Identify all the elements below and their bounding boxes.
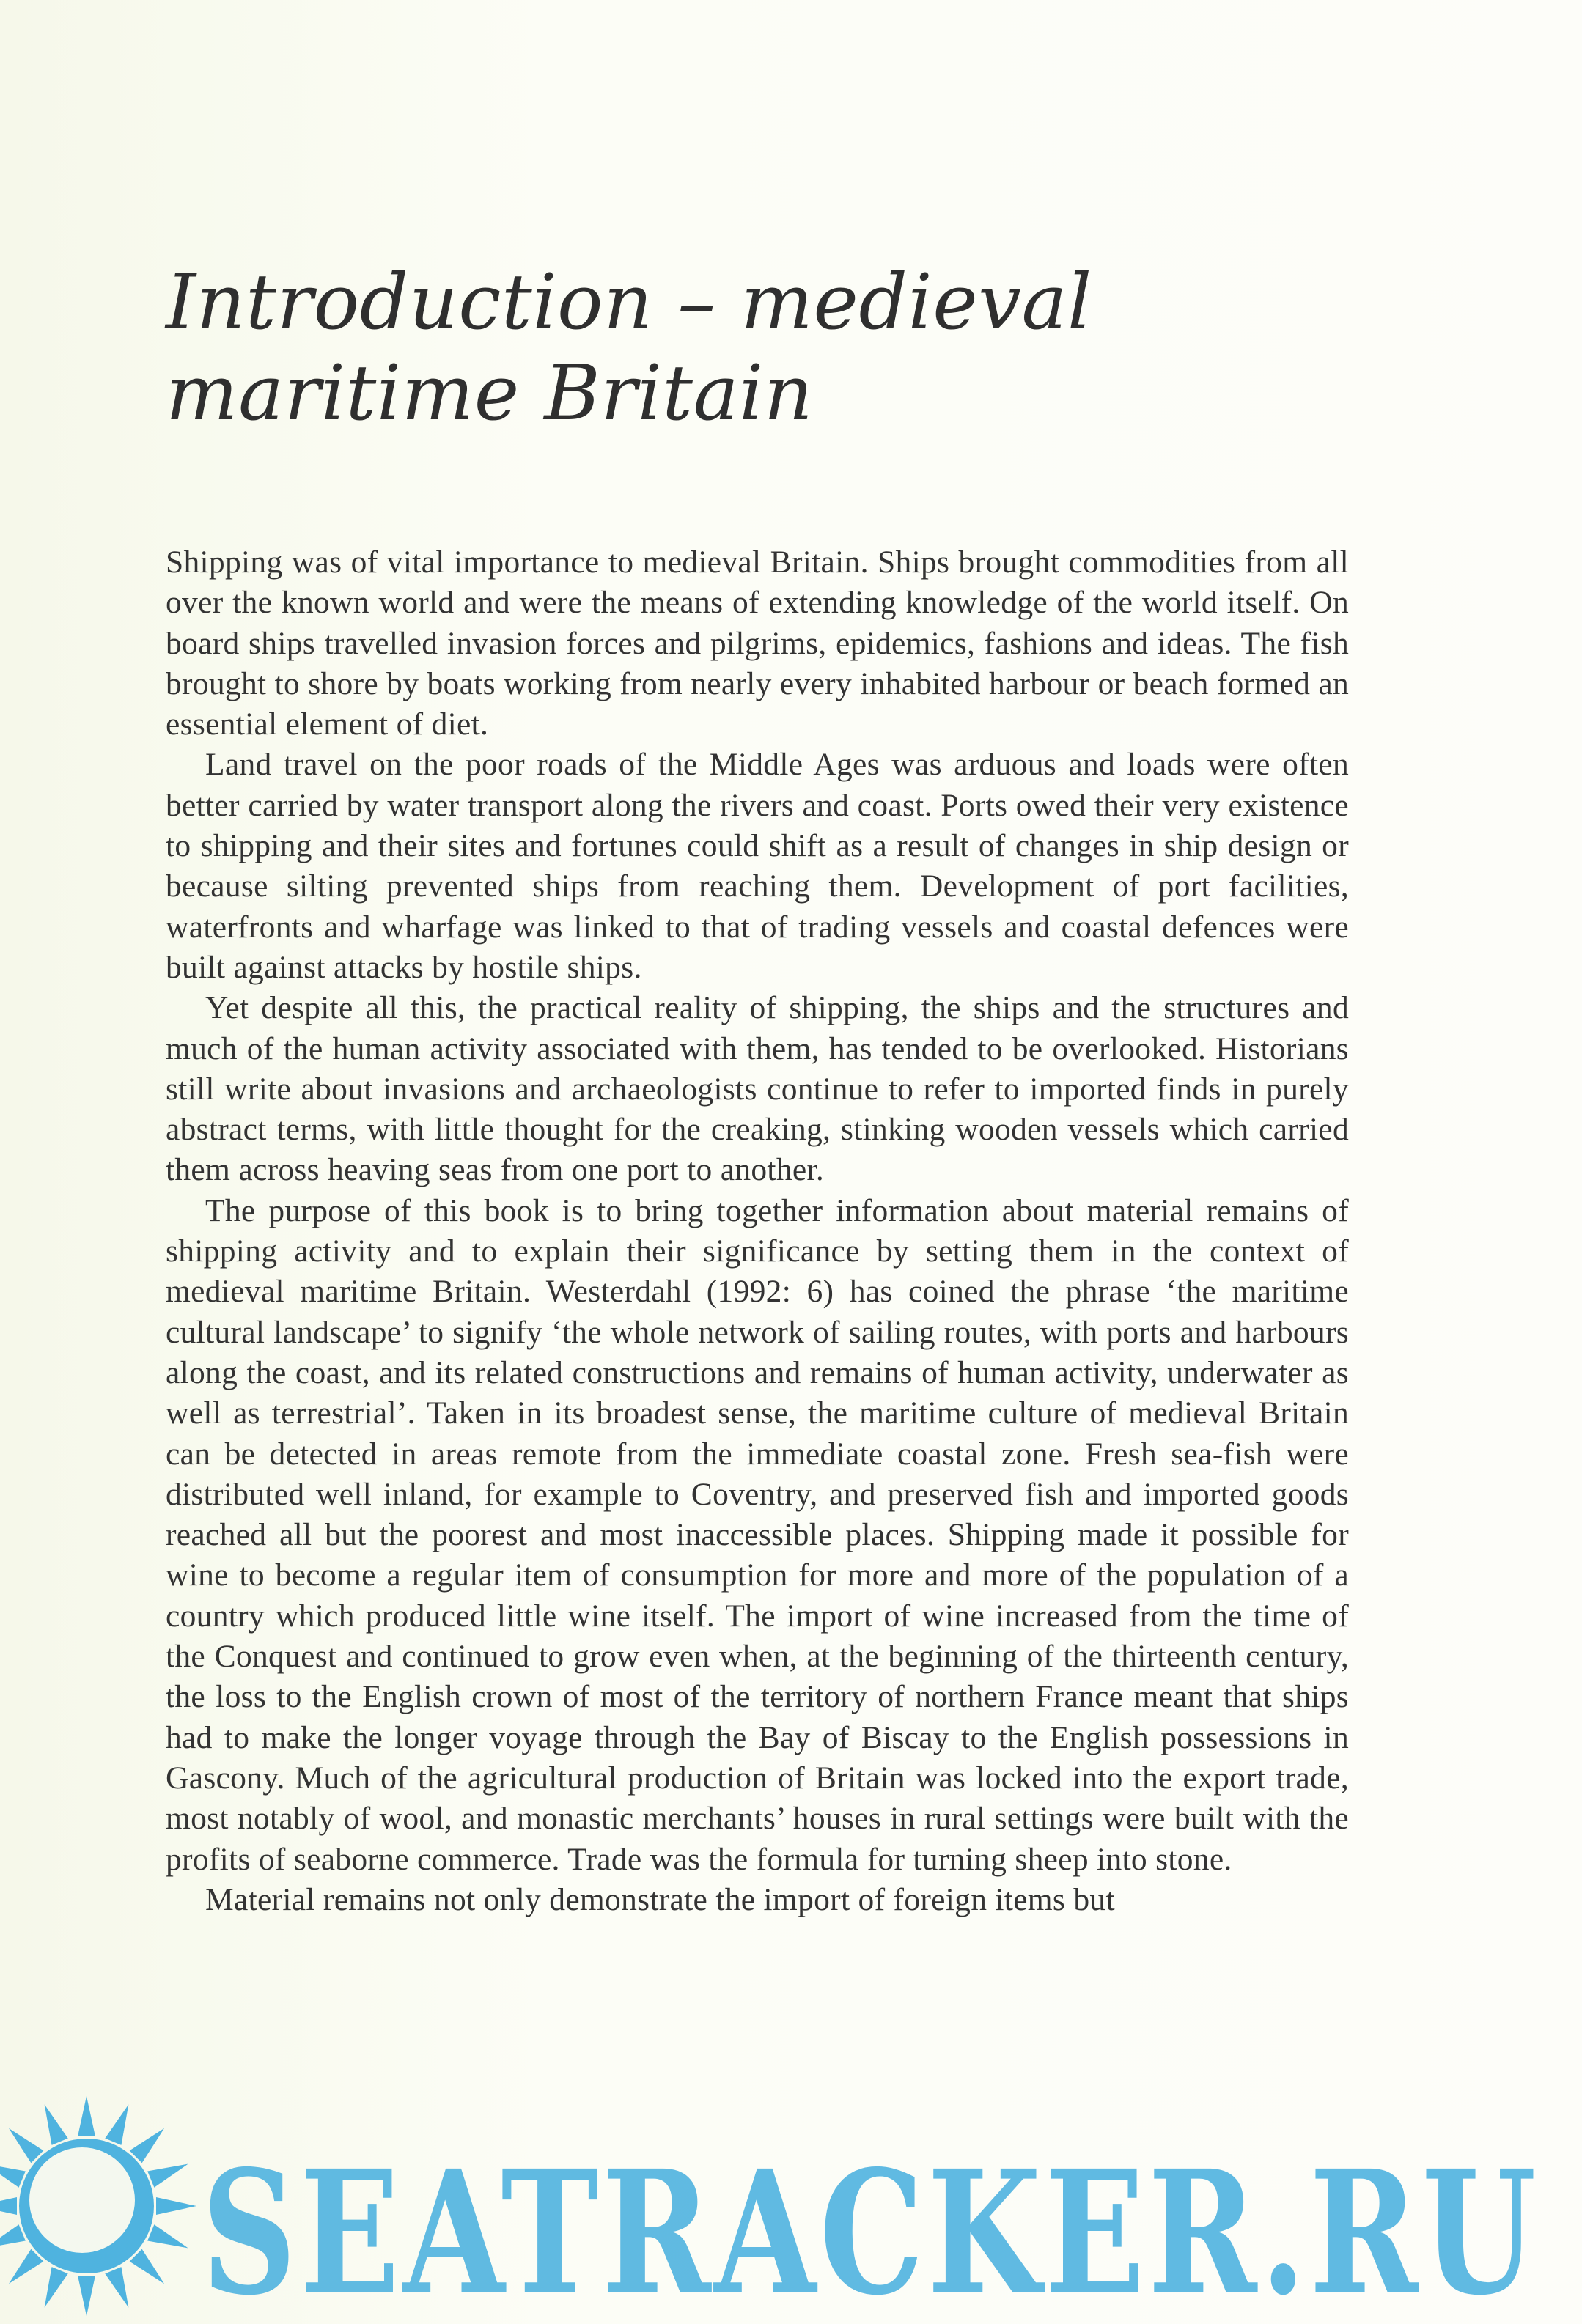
chapter-title-line-2: maritime Britain (166, 348, 814, 438)
paragraph: The purpose of this book is to bring together information about material remains of shipping activity and to explain their significance by setting them in the context of medieval maritime Britain. Westerdahl (1992: 6) has coined the phrase ‘the maritime cultural landscape’ to signify ‘the whole network of sailing routes, with ports and harbours along the coast, and its related constructions and remains of human activity, underwater as well as terrestrial’. Taken in its broadest sense, the maritime culture of medieval Britain can be detected in areas remote from the immediate coastal zone. Fresh sea-fish were distributed well inland, for example to Coventry, and preserved fish and imported goods reached all but the poorest and most inaccessible places. Shipping made it possible for wine to become a regular item of consumption for more and more of the population of a country which produced little wine itself. The import of wine increased from the time of the Conquest and continued to grow even when, at the beginning of the thirteenth century, the loss to the English crown of most of the territory of northern France meant that ships had to make the longer voyage through the Bay of Biscay to the English possessions in Gascony. Much of the agricultural production of Britain was locked into the export trade, most notably of wool, and monastic merchants’ houses in rural settings were built with the profits of seaborne commerce. Trade was the formula for turning sheep into stone. (166, 1192, 1349, 1877)
body-text (166, 542, 1349, 1920)
sun-logo-icon (0, 2096, 196, 2316)
watermark-text: SEATRACKER.RU (202, 2133, 1539, 2324)
paragraph: Shipping was of vital importance to medieval Britain. Ships brought commodities from all over the known world and were the means of extending knowledge of the world itself. On board ships travelled invasion forces and pilgrims, epidemics, fashions and ideas. The fish brought to shore by boats working from nearly every inhabited harbour or beach formed an essential element of diet. (166, 545, 1349, 742)
watermark-graphic (0, 2096, 1582, 2324)
chapter-title-line-1: Introduction – medieval (166, 257, 1092, 347)
paragraph: Land travel on the poor roads of the Middle Ages was arduous and loads were often better carried by water transport along the rivers and coast. Ports owed their very existence to shipping and their sites and fortunes could shift as a result of changes in ship design or because silting prevented ships from reaching them. Development of port facilities, waterfronts and wharfage was linked to that of trading vessels and coastal defences were built against attacks by hostile ships. (166, 747, 1349, 985)
watermark (0, 2096, 1582, 2324)
paragraph: Yet despite all this, the practical reality of shipping, the ships and the structures and much of the human activity associated with them, has tended to be overlooked. Historians still write about invasions and archaeologists continue to refer to imported finds in purely abstract terms, with little thought for the creaking, stinking wooden vessels which carried them across heaving seas from one port to another. (166, 990, 1349, 1188)
chapter-title (166, 257, 1412, 438)
paragraph: Material remains not only demonstrate the import of foreign items but (205, 1881, 1115, 1917)
